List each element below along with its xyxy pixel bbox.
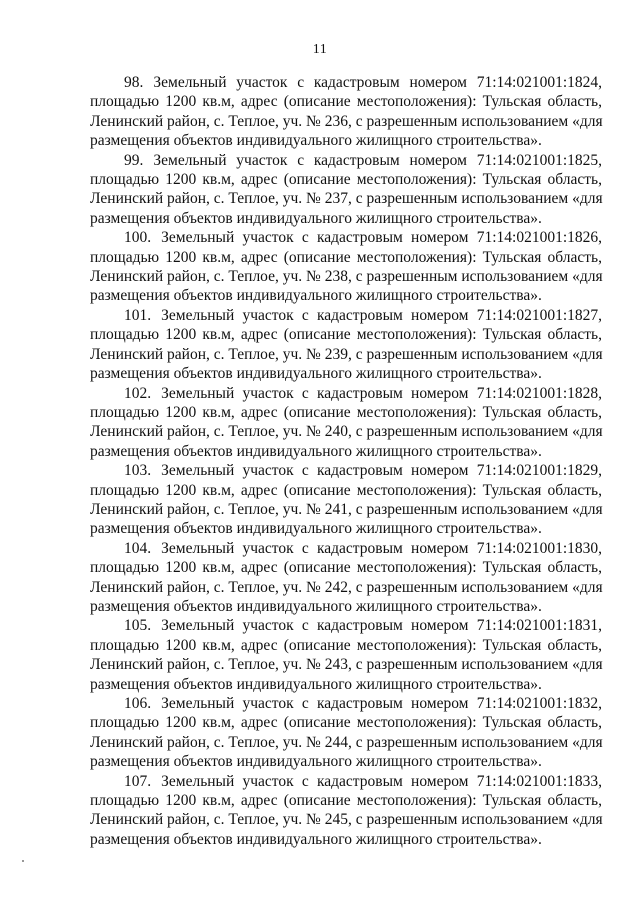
entry-line-1 [90,461,602,480]
entry-line-1 [90,73,602,92]
entry-line-1 [90,539,602,558]
entry-number: 103. [124,462,152,480]
entry-line-2: площадью 1200 кв.м, адрес (описание местоположения): Тульская область, [90,93,602,111]
entry-line-4: размещения объектов индивидуального жилищного строительства». [90,209,542,227]
entry-101 [90,306,602,384]
entry-line-2: площадью 1200 кв.м, адрес (описание местоположения): Тульская область, [90,792,602,810]
entry-line-1 [90,616,602,635]
entry-102 [90,384,602,462]
entry-line-2: площадью 1200 кв.м, адрес (описание местоположения): Тульская область, [90,559,602,577]
entry-line-3: Ленинский район, с. Теплое, уч. № 244, с разрешенным использованием «для [90,733,603,751]
entry-line-3: Ленинский район, с. Теплое, уч. № 237, с разрешенным использованием «для [90,190,603,208]
entry-107 [90,772,602,850]
entry-number: 98. [124,74,144,91]
entry-103 [90,461,602,539]
entry-text: Земельный участок с кадастровым номером 71:14:021001:1824, [153,74,602,91]
entry-text: Земельный участок с кадастровым номером 71:14:021001:1827, [161,306,602,324]
entry-line-4: размещения объектов индивидуального жилищного строительства». [90,442,542,460]
entry-line-3: Ленинский район, с. Теплое, уч. № 241, с разрешенным использованием «для [90,500,603,518]
entry-line-1 [90,151,602,170]
entry-text: Земельный участок с кадастровым номером 71:14:021001:1826, [161,229,602,247]
entry-106 [90,694,602,772]
entry-text: Земельный участок с кадастровым номером 71:14:021001:1828, [161,384,602,402]
entry-line-4: размещения объектов индивидуального жилищного строительства». [90,675,542,693]
entry-line-2: площадью 1200 кв.м, адрес (описание местоположения): Тульская область, [90,326,602,344]
entry-100 [90,228,602,306]
entry-number: 99. [124,151,144,169]
entry-105 [90,616,602,694]
entry-line-2: площадью 1200 кв.м, адрес (описание местоположения): Тульская область, [90,481,602,499]
scan-artifact [22,860,24,862]
entry-number: 104. [124,539,152,557]
entry-line-4: размещения объектов индивидуального жилищного строительства». [90,287,542,305]
entry-number: 105. [124,617,152,635]
entry-text: Земельный участок с кадастровым номером 71:14:021001:1830, [161,539,602,557]
entries-list [90,73,602,849]
entry-number: 102. [124,384,152,402]
entry-line-4: размещения объектов индивидуального жилищного строительства». [90,132,542,150]
entry-number: 107. [124,772,152,790]
entry-line-3: Ленинский район, с. Теплое, уч. № 236, с разрешенным использованием «для [90,112,603,130]
entry-text: Земельный участок с кадастровым номером 71:14:021001:1833, [161,772,602,790]
entry-line-3: Ленинский район, с. Теплое, уч. № 242, с разрешенным использованием «для [90,578,603,596]
entry-line-2: площадью 1200 кв.м, адрес (описание местоположения): Тульская область, [90,714,602,732]
entry-number: 101. [124,306,152,324]
entry-text: Земельный участок с кадастровым номером 71:14:021001:1825, [153,151,602,169]
entry-line-3: Ленинский район, с. Теплое, уч. № 245, с разрешенным использованием «для [90,811,603,829]
entry-line-3: Ленинский район, с. Теплое, уч. № 243, с разрешенным использованием «для [90,656,603,674]
entry-number: 100. [124,229,152,247]
entry-line-4: размещения объектов индивидуального жилищного строительства». [90,520,542,538]
entry-line-1 [90,384,602,403]
page-number: 11 [312,42,328,57]
entry-line-1 [90,772,602,791]
entry-line-2: площадью 1200 кв.м, адрес (описание местоположения): Тульская область, [90,636,602,654]
entry-98 [90,73,602,151]
entry-line-3: Ленинский район, с. Теплое, уч. № 238, с разрешенным использованием «для [90,268,603,286]
entry-104 [90,539,602,617]
entry-line-4: размещения объектов индивидуального жилищного строительства». [90,597,542,615]
entry-line-4: размещения объектов индивидуального жилищного строительства». [90,365,542,383]
entry-line-4: размещения объектов индивидуального жилищного строительства». [90,753,542,771]
entry-line-3: Ленинский район, с. Теплое, уч. № 240, с разрешенным использованием «для [90,423,603,441]
entry-line-2: площадью 1200 кв.м, адрес (описание местоположения): Тульская область, [90,171,602,189]
entry-line-2: площадью 1200 кв.м, адрес (описание местоположения): Тульская область, [90,403,602,421]
entry-number: 106. [124,695,152,712]
entry-line-2: площадью 1200 кв.м, адрес (описание местоположения): Тульская область, [90,248,602,266]
entry-text: Земельный участок с кадастровым номером 71:14:021001:1832, [161,695,602,712]
entry-line-1 [90,694,602,713]
entry-line-4: размещения объектов индивидуального жилищного строительства». [90,830,542,848]
entry-line-1 [90,306,602,325]
entry-line-1 [90,228,602,247]
entry-text: Земельный участок с кадастровым номером 71:14:021001:1829, [161,462,602,480]
entry-99 [90,151,602,229]
entry-text: Земельный участок с кадастровым номером 71:14:021001:1831, [161,617,602,635]
entry-line-3: Ленинский район, с. Теплое, уч. № 239, с разрешенным использованием «для [90,345,603,363]
